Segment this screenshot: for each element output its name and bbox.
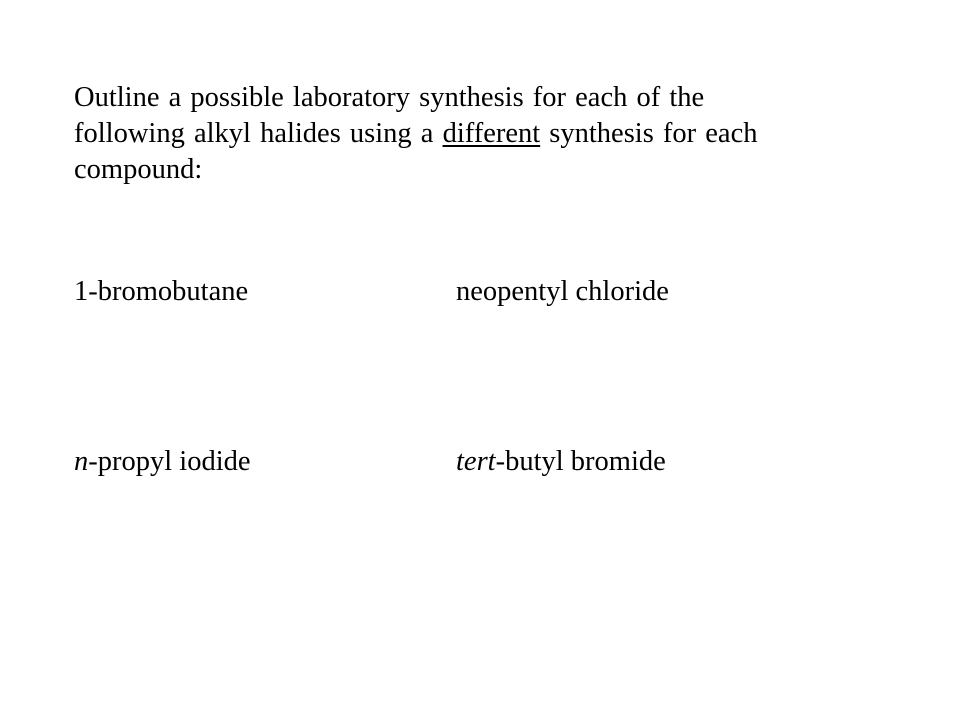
compound-prefix: tert bbox=[456, 446, 496, 477]
compound-1-bromobutane bbox=[74, 274, 248, 310]
prompt-line-2-start: following alkyl halides using a bbox=[74, 118, 443, 149]
compound-name: -propyl iodide bbox=[88, 446, 251, 477]
prompt-line-3: compound: bbox=[74, 154, 203, 185]
compound-n-propyl-iodide bbox=[74, 444, 251, 480]
compound-tert-butyl-bromide bbox=[456, 444, 666, 480]
prompt-line-1: Outline a possible laboratory synthesis for each of the bbox=[74, 82, 705, 113]
prompt-line-2 bbox=[74, 116, 874, 152]
compound-prefix: n bbox=[74, 446, 89, 477]
compound-name: -butyl bromide bbox=[495, 446, 666, 477]
compound-name: 1-bromobutane bbox=[74, 276, 249, 307]
emphasis-different: different bbox=[442, 118, 541, 149]
compound-neopentyl-chloride bbox=[456, 274, 669, 310]
question-prompt bbox=[74, 80, 874, 188]
prompt-line-2-end: synthesis for each bbox=[540, 118, 758, 149]
compound-name: neopentyl chloride bbox=[456, 276, 669, 307]
